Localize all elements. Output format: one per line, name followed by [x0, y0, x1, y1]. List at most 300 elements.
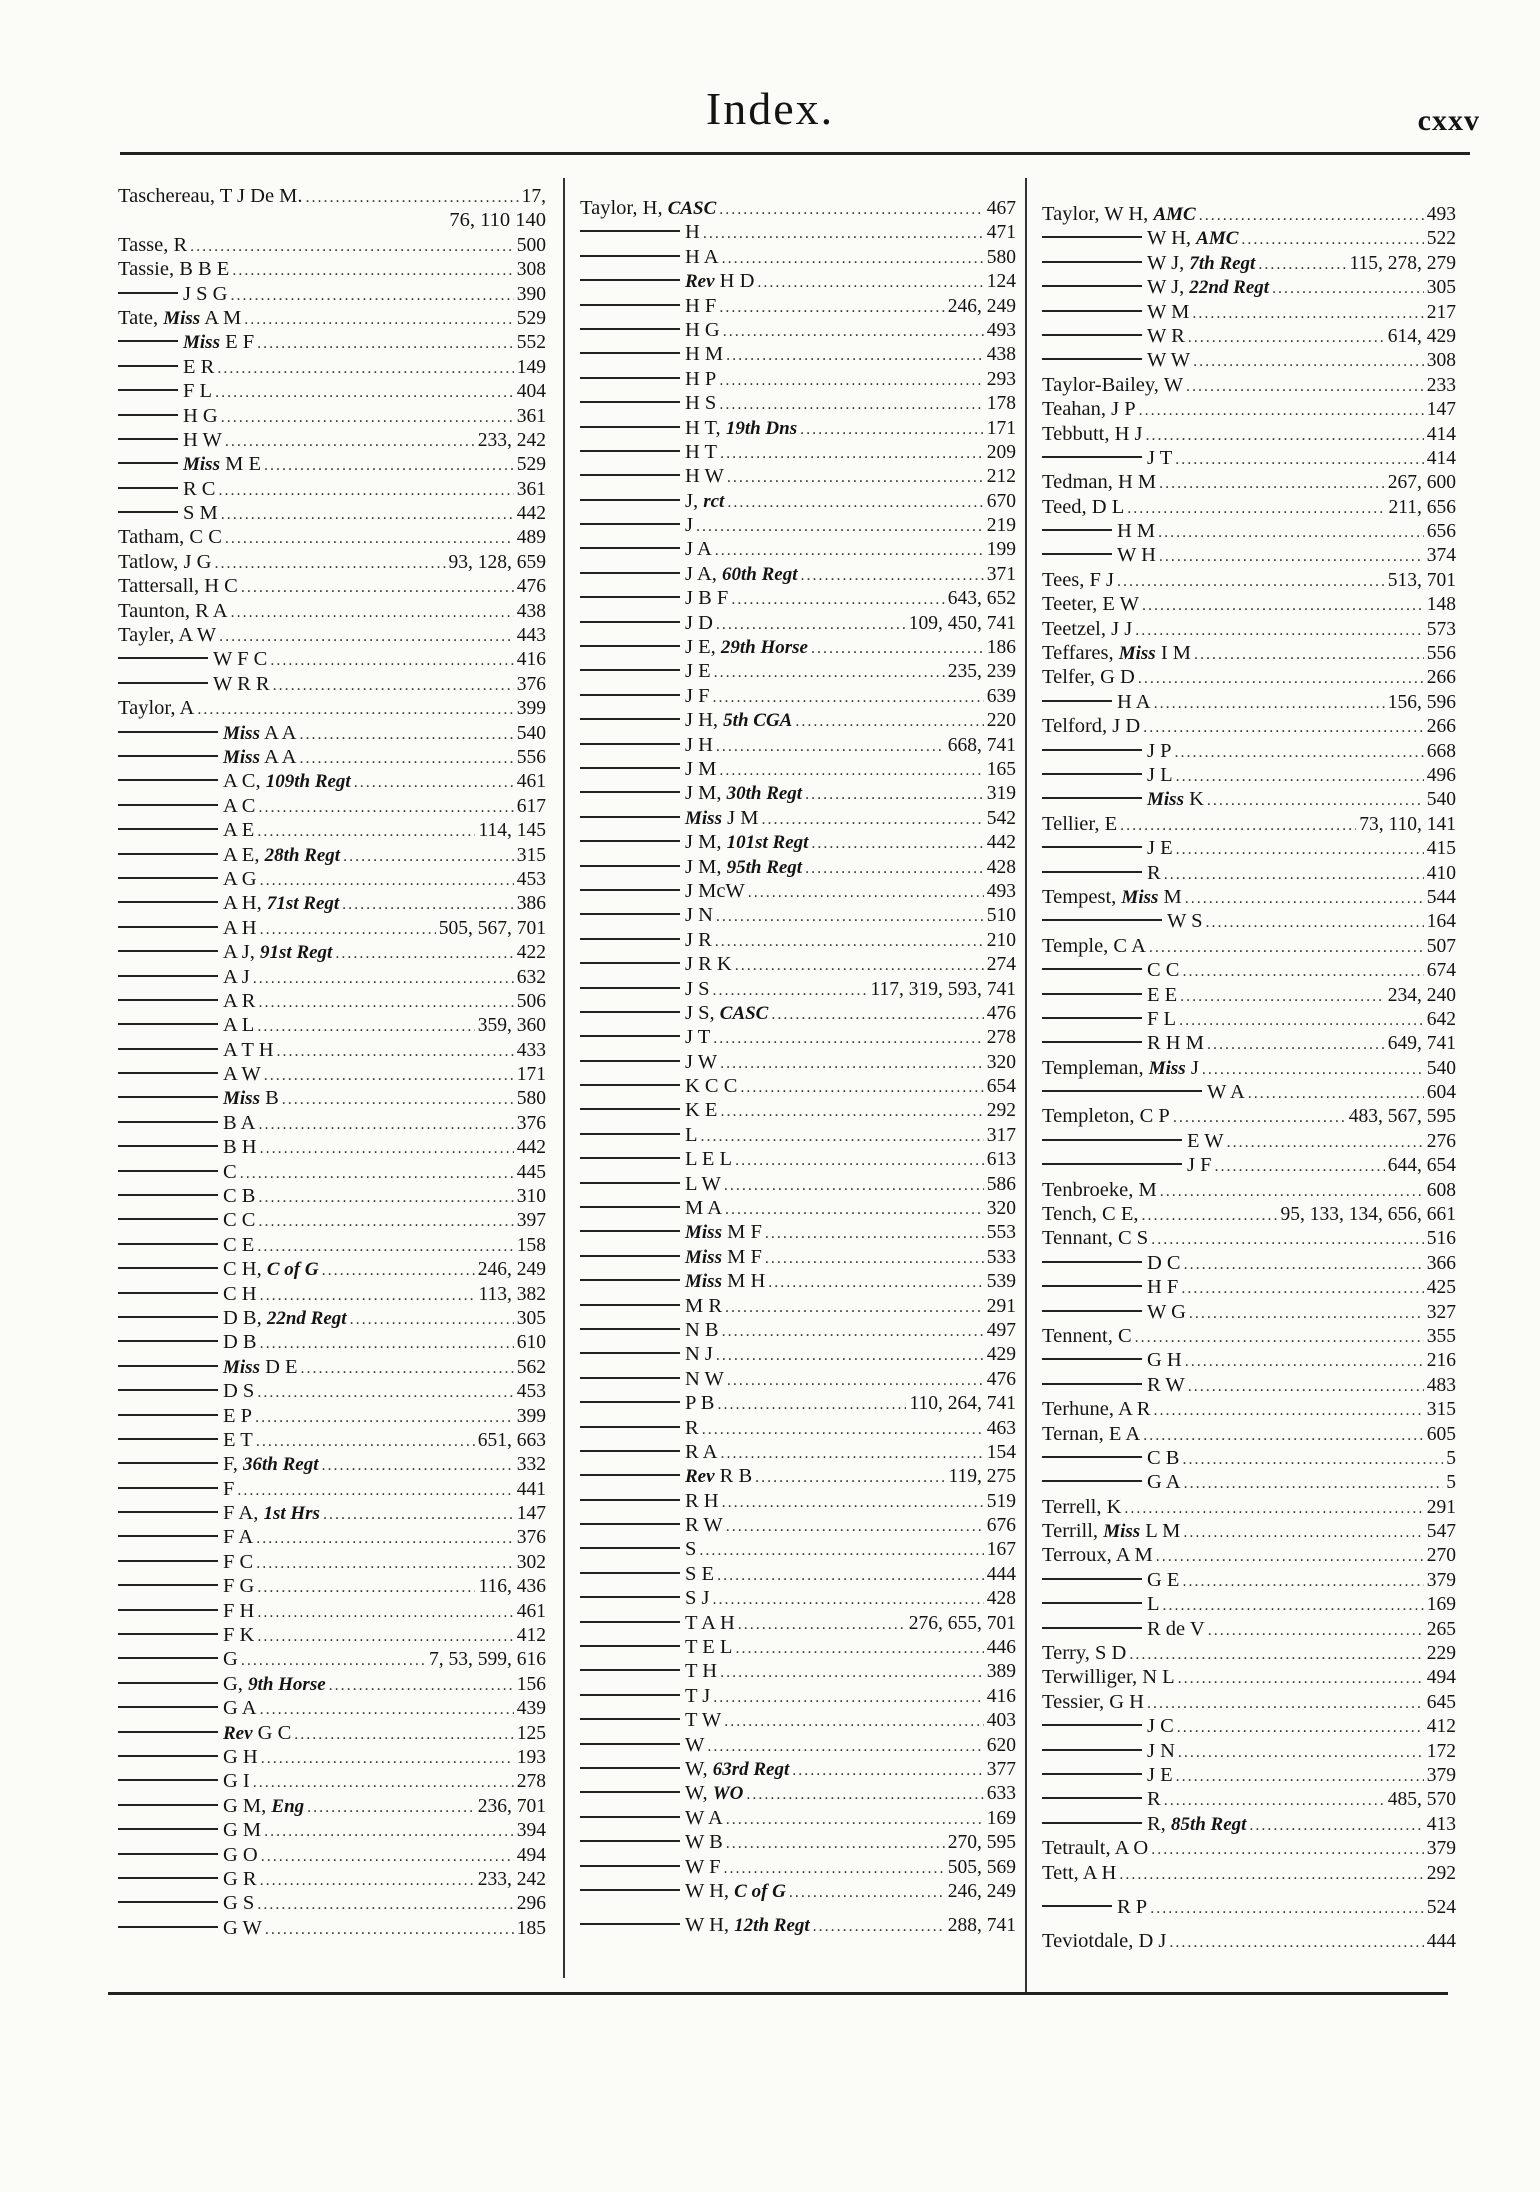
entry-name-text: J H, [685, 709, 724, 732]
index-entry [580, 1342, 1016, 1366]
entry-name [223, 1330, 257, 1354]
entry-pages: 524 [1426, 1896, 1456, 1918]
entry-name-text: C H [223, 1282, 257, 1305]
entry-title: Rev [685, 1466, 715, 1488]
dot-leader [231, 601, 514, 625]
index-entry [118, 721, 546, 745]
entry-name-text: G E [1147, 1568, 1180, 1591]
entry-pages: 539 [986, 1271, 1016, 1293]
index-entry [118, 477, 546, 501]
entry-name-text: W G [1147, 1300, 1186, 1323]
entry-name [685, 1537, 696, 1561]
entry-name-text: T A H [685, 1611, 735, 1634]
dot-leader [727, 466, 984, 490]
dot-leader [1185, 887, 1424, 911]
index-entry [580, 806, 1016, 830]
entry-name-text: J A, [685, 562, 723, 585]
ditto-dash [580, 694, 680, 696]
entry-pages: 519 [986, 1490, 1016, 1512]
entry-name-text: M R [685, 1294, 723, 1317]
dot-leader [1153, 1399, 1423, 1423]
entry-name [685, 1245, 762, 1270]
entry-name [1187, 1153, 1212, 1177]
index-entry [118, 574, 546, 598]
entry-name [223, 1477, 234, 1501]
entry-name [1042, 1104, 1170, 1128]
dot-leader [1135, 1326, 1424, 1350]
entry-name [1042, 568, 1114, 592]
entry-pages: 278 [516, 1771, 546, 1793]
ditto-dash [1042, 1627, 1142, 1629]
dot-leader [707, 1735, 983, 1759]
index-entry [1042, 1324, 1456, 1348]
entry-pages: 562 [516, 1356, 546, 1378]
ditto-dash [1042, 334, 1142, 336]
entry-name [685, 1172, 721, 1196]
entry-name [1147, 1787, 1161, 1811]
entry-pages: 461 [516, 771, 546, 793]
dot-leader [735, 1149, 984, 1173]
dot-leader [813, 1915, 945, 1939]
index-entry [118, 306, 546, 330]
entry-pages: 529 [516, 307, 546, 329]
entry-pages: 438 [516, 600, 546, 622]
entry-pages: 415 [1426, 838, 1456, 860]
dot-leader [256, 1527, 514, 1551]
entry-pages: 443 [516, 625, 546, 647]
dot-leader [1179, 1009, 1424, 1033]
dot-leader [1158, 521, 1424, 545]
entry-name [223, 1647, 238, 1671]
entry-name [685, 1074, 737, 1098]
entry-name [1147, 1812, 1246, 1837]
entry-name [685, 1001, 768, 1026]
dot-leader [1169, 1931, 1423, 1955]
ditto-dash [580, 1377, 680, 1379]
entry-name-text: J S, [685, 1001, 720, 1024]
dot-leader [1184, 1253, 1424, 1277]
index-entry [118, 184, 546, 208]
entry-name [223, 1379, 254, 1403]
entry-name [118, 574, 238, 598]
entry-pages: 116, 436 [478, 1576, 546, 1598]
index-entry [118, 1062, 546, 1086]
dot-leader [1227, 1131, 1424, 1155]
dot-leader [703, 222, 984, 246]
entry-name-text: R H M [1147, 1032, 1204, 1055]
ditto-dash [580, 1816, 680, 1818]
entry-name-text: J H [685, 733, 713, 756]
entry-pages: 154 [986, 1441, 1016, 1463]
entry-name-text: Terrill, [1042, 1520, 1104, 1543]
index-entry [1042, 909, 1456, 933]
entry-pages: 644, 654 [1387, 1155, 1456, 1177]
entry-name-text: Ternan, E A [1042, 1422, 1141, 1445]
entry-pages: 489 [516, 527, 546, 549]
entry-name [1042, 422, 1143, 446]
entry-pages: 293 [986, 368, 1016, 390]
entry-title: Miss [685, 1222, 722, 1244]
dot-leader [190, 235, 514, 259]
entry-pages: 361 [516, 478, 546, 500]
entry-name [1117, 690, 1151, 714]
entry-name [685, 684, 710, 708]
entry-name [1042, 1665, 1175, 1689]
entry-name [183, 428, 222, 452]
dot-leader [726, 1832, 945, 1856]
index-entry [580, 1196, 1016, 1220]
ditto-dash [580, 255, 680, 257]
entry-name [685, 733, 713, 757]
dot-leader [1186, 375, 1424, 399]
index-entry [1042, 1300, 1456, 1324]
entry-pages: 485, 570 [1387, 1789, 1456, 1811]
entry-pages: 374 [1426, 545, 1456, 567]
index-entry [1042, 251, 1456, 275]
entry-name-text: Tetrault, A O [1042, 1837, 1149, 1860]
dot-leader [1141, 1204, 1277, 1228]
entry-name [685, 562, 798, 587]
entry-pages: 376 [516, 673, 546, 695]
entry-name-text: R A [685, 1440, 718, 1463]
index-entry [118, 1867, 546, 1891]
entry-name [223, 1306, 347, 1331]
index-entry [580, 1440, 1016, 1464]
entry-name [1187, 1129, 1224, 1153]
ditto-dash [1042, 1724, 1142, 1726]
entry-name-text: Taschereau, T J De M. [118, 185, 303, 207]
entry-pages: 233 [1426, 374, 1456, 396]
entry-name-text: Tassie, B B E [118, 258, 230, 281]
entry-name-text: J E [1147, 837, 1173, 860]
entry-name-text: E W [1187, 1129, 1224, 1152]
entry-name-text: W R R [213, 672, 270, 695]
ditto-dash [118, 804, 218, 806]
dot-leader [329, 1674, 514, 1698]
entry-unit: 28th Regt [264, 844, 341, 866]
ditto-dash [1042, 968, 1142, 970]
ditto-dash [118, 1145, 218, 1147]
entry-pages: 320 [986, 1051, 1016, 1073]
entry-pages: 117, 319, 593, 741 [870, 978, 1016, 1000]
dot-leader [257, 1625, 513, 1649]
ditto-dash [1042, 310, 1142, 312]
index-entry [580, 294, 1016, 318]
entry-name [685, 1806, 723, 1830]
index-entry [580, 562, 1016, 586]
index-entry [1042, 1422, 1456, 1446]
ditto-dash [118, 1657, 218, 1659]
dot-leader [1194, 643, 1424, 667]
entry-name-text: G M, [223, 1794, 272, 1817]
dot-leader [299, 747, 513, 771]
entry-name-text: S J [685, 1587, 710, 1610]
entry-name [223, 1233, 254, 1257]
entry-name [1147, 1568, 1179, 1592]
ditto-dash [118, 365, 178, 367]
entry-name [685, 367, 716, 391]
index-entry [1042, 1763, 1456, 1787]
entry-name [1042, 1422, 1140, 1446]
ditto-dash [580, 621, 680, 623]
entry-name [223, 1867, 257, 1891]
entry-pages: 193 [516, 1747, 546, 1768]
index-entry [118, 525, 546, 549]
dot-leader [253, 967, 514, 991]
dot-leader [240, 1162, 514, 1186]
entry-name-text: Templeman, [1042, 1056, 1149, 1079]
entry-pages: 172 [1426, 1740, 1456, 1762]
entry-pages: 547 [1426, 1521, 1456, 1543]
index-entry [1042, 1007, 1456, 1031]
dot-leader [1164, 1789, 1385, 1813]
entry-title: Rev [223, 1722, 253, 1744]
index-entry [1042, 1373, 1456, 1397]
index-entry [1042, 397, 1456, 421]
ditto-dash [118, 1535, 218, 1537]
index-entry [580, 635, 1016, 659]
entry-name [1147, 739, 1172, 763]
entry-pages: 494 [1426, 1667, 1456, 1689]
entry-name-text: H T, [685, 416, 726, 439]
entry-name-text: G O [223, 1843, 258, 1866]
ditto-dash [1042, 1163, 1182, 1165]
index-entry [118, 1843, 546, 1867]
entry-pages: 93, 128, 659 [448, 551, 546, 573]
ditto-dash [580, 718, 680, 720]
dot-leader [722, 1320, 984, 1344]
dot-leader [1248, 1082, 1424, 1106]
ditto-dash [580, 791, 680, 793]
entry-pages: 483 [1426, 1374, 1456, 1396]
index-entry [1042, 1202, 1456, 1226]
ditto-dash [1042, 1383, 1142, 1385]
index-entry [580, 1172, 1016, 1196]
entry-pages: 292 [1426, 1862, 1456, 1884]
dot-leader [260, 1137, 514, 1161]
ditto-dash [118, 438, 178, 440]
entry-name [223, 1672, 326, 1697]
index-entry [118, 647, 546, 671]
entry-name [1042, 1495, 1121, 1519]
dot-leader [713, 979, 868, 1003]
dot-leader [1117, 570, 1385, 594]
entry-pages: 113, 382 [478, 1283, 546, 1305]
entry-name-text: R W [1147, 1373, 1185, 1396]
dot-leader [713, 1027, 983, 1051]
entry-name-text: Telford, J D [1042, 715, 1141, 738]
entry-name [223, 1623, 254, 1647]
index-entry [118, 1672, 546, 1696]
entry-pages: 494 [516, 1844, 546, 1866]
entry-name [1147, 1739, 1175, 1763]
entry-name-text: Teetzel, J J [1042, 617, 1133, 640]
ditto-dash [580, 1035, 680, 1037]
entry-name [223, 1404, 252, 1428]
entry-name [223, 1086, 279, 1111]
index-entry [580, 1416, 1016, 1440]
entry-name [1042, 1519, 1180, 1544]
entry-name-text: M F [721, 1221, 762, 1244]
dot-leader [722, 1491, 984, 1515]
index-entry [580, 1245, 1016, 1269]
entry-name-text: F L [183, 380, 213, 403]
entry-name [685, 1684, 710, 1708]
entry-pages: 632 [516, 966, 546, 988]
index-entry [118, 1599, 546, 1623]
ditto-dash [580, 1791, 680, 1793]
index-entry [118, 1745, 546, 1769]
entry-unit: WO [712, 1783, 744, 1805]
index-entry [118, 818, 546, 842]
index-entry [1042, 1080, 1456, 1104]
entry-name [685, 220, 700, 244]
entry-name-text: N J [685, 1343, 713, 1366]
ditto-dash [1042, 529, 1112, 531]
entry-pages: 379 [1426, 1838, 1456, 1860]
entry-name-text: E T [223, 1428, 253, 1451]
ditto-dash [118, 1121, 218, 1123]
index-entry [1042, 1153, 1456, 1177]
dot-leader [724, 1857, 945, 1881]
entry-name [685, 1367, 724, 1391]
entry-pages: 296 [516, 1893, 546, 1915]
ditto-dash [580, 816, 680, 818]
index-entry [1042, 1812, 1456, 1836]
dot-leader [1184, 1472, 1444, 1496]
entry-name [685, 1464, 752, 1489]
dot-leader [811, 832, 983, 856]
entry-pages: 210 [986, 929, 1016, 951]
index-entry [580, 196, 1016, 220]
dot-leader [724, 1174, 984, 1198]
entry-name-text: H G [183, 404, 218, 427]
ditto-dash [1042, 1480, 1142, 1482]
dot-leader [257, 1235, 513, 1259]
ditto-dash [118, 1828, 218, 1830]
index-entry [580, 1635, 1016, 1659]
entry-pages: 165 [986, 758, 1016, 780]
ditto-dash [1042, 700, 1112, 702]
entry-pages: 412 [516, 1625, 546, 1647]
dot-leader [218, 479, 513, 503]
entry-name-text: Templeton, C P [1042, 1105, 1170, 1128]
entry-name-text: A H [223, 916, 257, 939]
index-entry [1042, 934, 1456, 958]
entry-name [223, 843, 340, 868]
index-entry [1042, 787, 1456, 811]
entry-name [1042, 885, 1182, 910]
entry-pages: 425 [1426, 1277, 1456, 1299]
ditto-dash [1042, 1797, 1142, 1799]
entry-name-text: J M [685, 757, 717, 780]
index-entry [580, 1050, 1016, 1074]
entry-pages: 544 [1426, 886, 1456, 908]
entry-name-text: Teeter, E W [1042, 593, 1139, 616]
entry-name [223, 1501, 320, 1526]
ditto-dash [118, 1755, 218, 1757]
entry-pages: 124 [986, 271, 1016, 293]
entry-pages: 371 [986, 563, 1016, 585]
entry-pages: 366 [1426, 1252, 1456, 1274]
entry-pages: 513, 701 [1387, 569, 1456, 591]
ditto-dash [1042, 236, 1142, 238]
ditto-dash [580, 1669, 680, 1671]
entry-pages: 216 [1426, 1350, 1456, 1372]
entry-name-text: R [685, 1416, 699, 1439]
entry-name [685, 513, 693, 537]
entry-pages: 302 [516, 1551, 546, 1573]
entry-name-text: H A [1117, 690, 1151, 713]
ditto-dash [118, 1731, 218, 1733]
entry-name-text: A G [223, 867, 257, 890]
ditto-dash [580, 1230, 680, 1232]
index-entry [1042, 1495, 1456, 1519]
entry-name [1042, 1690, 1144, 1714]
index-entry [1042, 202, 1456, 226]
index-entry [580, 1781, 1016, 1805]
index-entry [580, 1757, 1016, 1781]
entry-name-text: J N [1147, 1739, 1175, 1762]
entry-pages: 235, 239 [947, 661, 1016, 683]
entry-name-text: J F [1187, 1154, 1212, 1177]
entry-name [685, 708, 792, 733]
ditto-dash [118, 1853, 218, 1855]
ditto-dash [118, 1804, 218, 1806]
entry-pages: 270 [1426, 1545, 1456, 1567]
entry-name-text: N W [685, 1367, 724, 1390]
dot-leader [1272, 277, 1424, 301]
dot-leader [219, 625, 514, 649]
index-entry [118, 1208, 546, 1232]
ditto-dash [580, 1011, 680, 1013]
entry-name [685, 1855, 721, 1879]
entry-pages: 613 [986, 1149, 1016, 1171]
index-entry [118, 1330, 546, 1354]
ditto-dash [118, 1048, 218, 1050]
entry-name [183, 477, 215, 501]
entry-pages: 220 [986, 710, 1016, 732]
ditto-dash [118, 1438, 218, 1440]
entry-title: Miss [685, 807, 722, 829]
dot-leader [748, 881, 984, 905]
entry-pages: 246, 249 [947, 295, 1016, 317]
index-entry [118, 940, 546, 964]
ditto-dash [1042, 1602, 1142, 1604]
ditto-dash [580, 523, 680, 525]
entry-pages: 319 [986, 783, 1016, 805]
entry-pages: 219 [986, 515, 1016, 537]
index-entry [118, 1428, 546, 1452]
index-entry [580, 830, 1016, 854]
index-entry [118, 599, 546, 623]
dot-leader [1129, 1643, 1423, 1667]
index-entry [1042, 1104, 1456, 1128]
dot-leader [1159, 472, 1385, 496]
page-title: Index. [705, 83, 835, 134]
entry-title: Miss [183, 332, 220, 354]
index-entry [580, 513, 1016, 537]
entry-pages: 610 [516, 1332, 546, 1354]
ditto-dash [118, 975, 218, 977]
index-entry [580, 1074, 1016, 1098]
entry-title: Miss [223, 722, 260, 744]
entry-name [685, 1659, 717, 1683]
entry-name [223, 1550, 253, 1574]
dot-leader [1119, 1863, 1423, 1887]
entry-name-text: S M [183, 502, 218, 525]
entry-name-text: M E [219, 453, 261, 476]
